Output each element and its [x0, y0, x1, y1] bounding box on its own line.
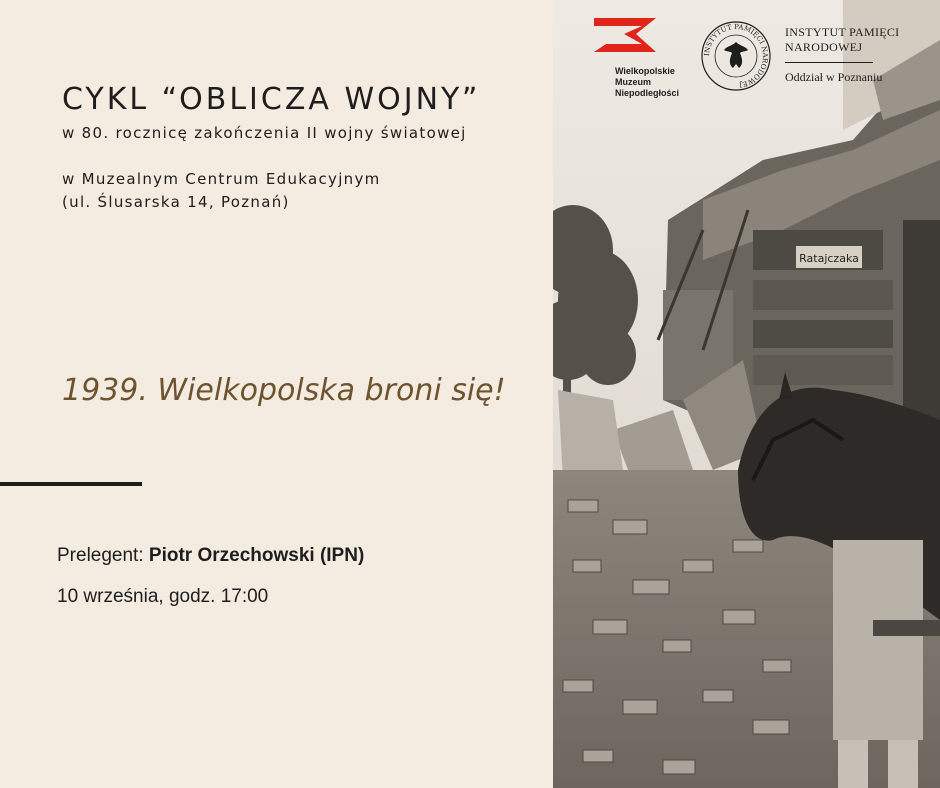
ipn-branch: Oddział w Poznaniu — [785, 70, 883, 84]
eagle-icon — [724, 42, 748, 68]
venue-name: w Muzealnym Centrum Edukacyjnym — [62, 170, 381, 188]
event-date: 10 września, godz. 17:00 — [57, 586, 269, 607]
museum-logo-text — [615, 66, 679, 99]
divider — [0, 482, 142, 486]
seal-ring-text: INSTYTUT PAMIĘCI NARODOWEJ — [702, 22, 770, 89]
ipn-divider — [785, 62, 873, 63]
street-sign: Ratajczaka — [799, 252, 859, 265]
museum-name-line3: Niepodległości — [615, 88, 680, 98]
cycle-subtitle: w 80. rocznicę zakończenia II wojny światowej — [62, 124, 467, 142]
ruins-photo-illustration — [553, 0, 940, 788]
speaker-label: Prelegent: — [57, 545, 144, 566]
ipn-name — [785, 25, 899, 55]
venue-address: (ul. Ślusarska 14, Poznań) — [62, 193, 290, 211]
speaker-line — [57, 545, 364, 567]
cycle-title: CYKL “OBLICZA WOJNY” — [62, 82, 481, 117]
historical-photo — [553, 0, 940, 788]
ipn-seal-icon — [700, 20, 772, 92]
ipn-name-line1: INSTYTUT PAMIĘCI — [785, 25, 900, 39]
speaker-name: Piotr Orzechowski (IPN) — [148, 545, 365, 566]
ipn-name-line2: NARODOWEJ — [785, 40, 863, 54]
lecture-title: 1939. Wielkopolska broni się! — [62, 373, 506, 408]
museum-name-line2: Muzeum — [615, 77, 651, 87]
museum-name-line1: Wielkopolskie — [615, 66, 675, 76]
